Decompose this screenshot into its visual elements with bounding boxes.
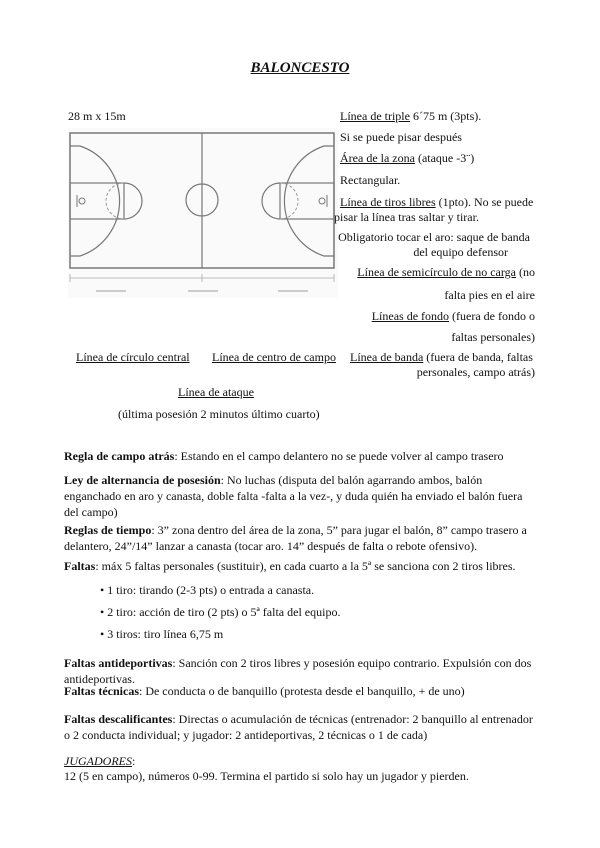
page-title: BALONCESTO — [250, 60, 350, 76]
free-throw-line-note: pisar la línea tras saltar y tirar. — [334, 210, 479, 224]
center-court-line-label: Línea de centro de campo — [212, 350, 336, 364]
bullet-two-shots: • 2 tiro: acción de tiro (2 pts) o 5ª falta del equipo. — [100, 605, 341, 619]
rim-rule-1: Obligatorio tocar el aro: saque de banda — [338, 230, 530, 244]
zone-area-label: Área de la zona (ataque -3¨) — [340, 151, 475, 165]
unsportsmanlike-fouls: Faltas antideportivas: Sanción con 2 tiros libres y posesión equipo contrario. Expulsión con dos antideportivas. — [64, 656, 532, 686]
triple-line-note: Si se puede pisar después — [340, 130, 462, 144]
center-circle-line-label: Línea de círculo central — [76, 350, 190, 364]
bullet-three-shots: • 3 tiros: tiro línea 6,75 m — [100, 627, 224, 641]
rim-rule-2: del equipo defensor — [413, 245, 508, 259]
zone-area-note: Rectangular. — [340, 173, 401, 187]
players-heading: JUGADORES: — [64, 754, 136, 768]
no-charge-line-label: Línea de semicírculo de no carga (no — [357, 265, 535, 279]
players-text: 12 (5 en campo), números 0-99. Termina el partido si solo hay un jugador y pierden. — [64, 769, 469, 783]
baseline-label: Líneas de fondo (fuera de fondo o — [371, 309, 535, 323]
rule-backcourt: Regla de campo atrás: Estando en el campo delantero no se puede volver al campo trasero — [64, 449, 504, 463]
sideline-label: Línea de banda (fuera de banda, faltas — [350, 350, 533, 364]
no-charge-line-note: falta pies en el aire — [444, 288, 535, 302]
attack-line-note: (última posesión 2 minutos último cuarto) — [118, 407, 320, 421]
baseline-note: faltas personales) — [451, 330, 535, 344]
disqualifying-fouls: Faltas descalificantes: Directas o acumulación de técnicas (entrenador: 2 banquillo al entrenador o 2 conducta individual; y jugador: 2 antideportivas, 2 técnicas o 1 de cada) — [64, 712, 533, 742]
free-throw-line-label: Línea de tiros libres (1pto). No se puede — [340, 195, 534, 209]
rule-alternating-possession: Ley de alternancia de posesión: No luchas (disputa del balón agarrando ambos, balón enganchado en aro y canasta, doble falta -falta a la vez-, y duda quién ha enviado el balón fuera del campo) — [64, 473, 523, 519]
attack-line-label: Línea de ataque — [178, 385, 254, 399]
rule-time: Reglas de tiempo: 3” zona dentro del área de la zona, 5” para jugar el balón, 8” campo trasero a delantero, 24”/14” lanzar a canasta (tocar aro. 14” después de falta o rebote ofensivo). — [64, 523, 527, 553]
technical-fouls: Faltas técnicas: De conducta o de banquillo (protesta desde el banquillo, + de uno) — [64, 684, 465, 698]
bullet-one-shot: • 1 tiro: tirando (2-3 pts) o entrada a canasta. — [100, 583, 315, 597]
court-dimensions: 28 m x 15m — [68, 109, 126, 123]
rule-fouls: Faltas: máx 5 faltas personales (sustituir), en cada cuarto a la 5ª se sanciona con 2 tiros libres. — [64, 559, 516, 573]
sideline-note: personales, campo atrás) — [416, 365, 535, 379]
basketball-court-diagram — [68, 128, 338, 298]
triple-line-label: Línea de triple 6´75 m (3pts). — [340, 109, 482, 123]
